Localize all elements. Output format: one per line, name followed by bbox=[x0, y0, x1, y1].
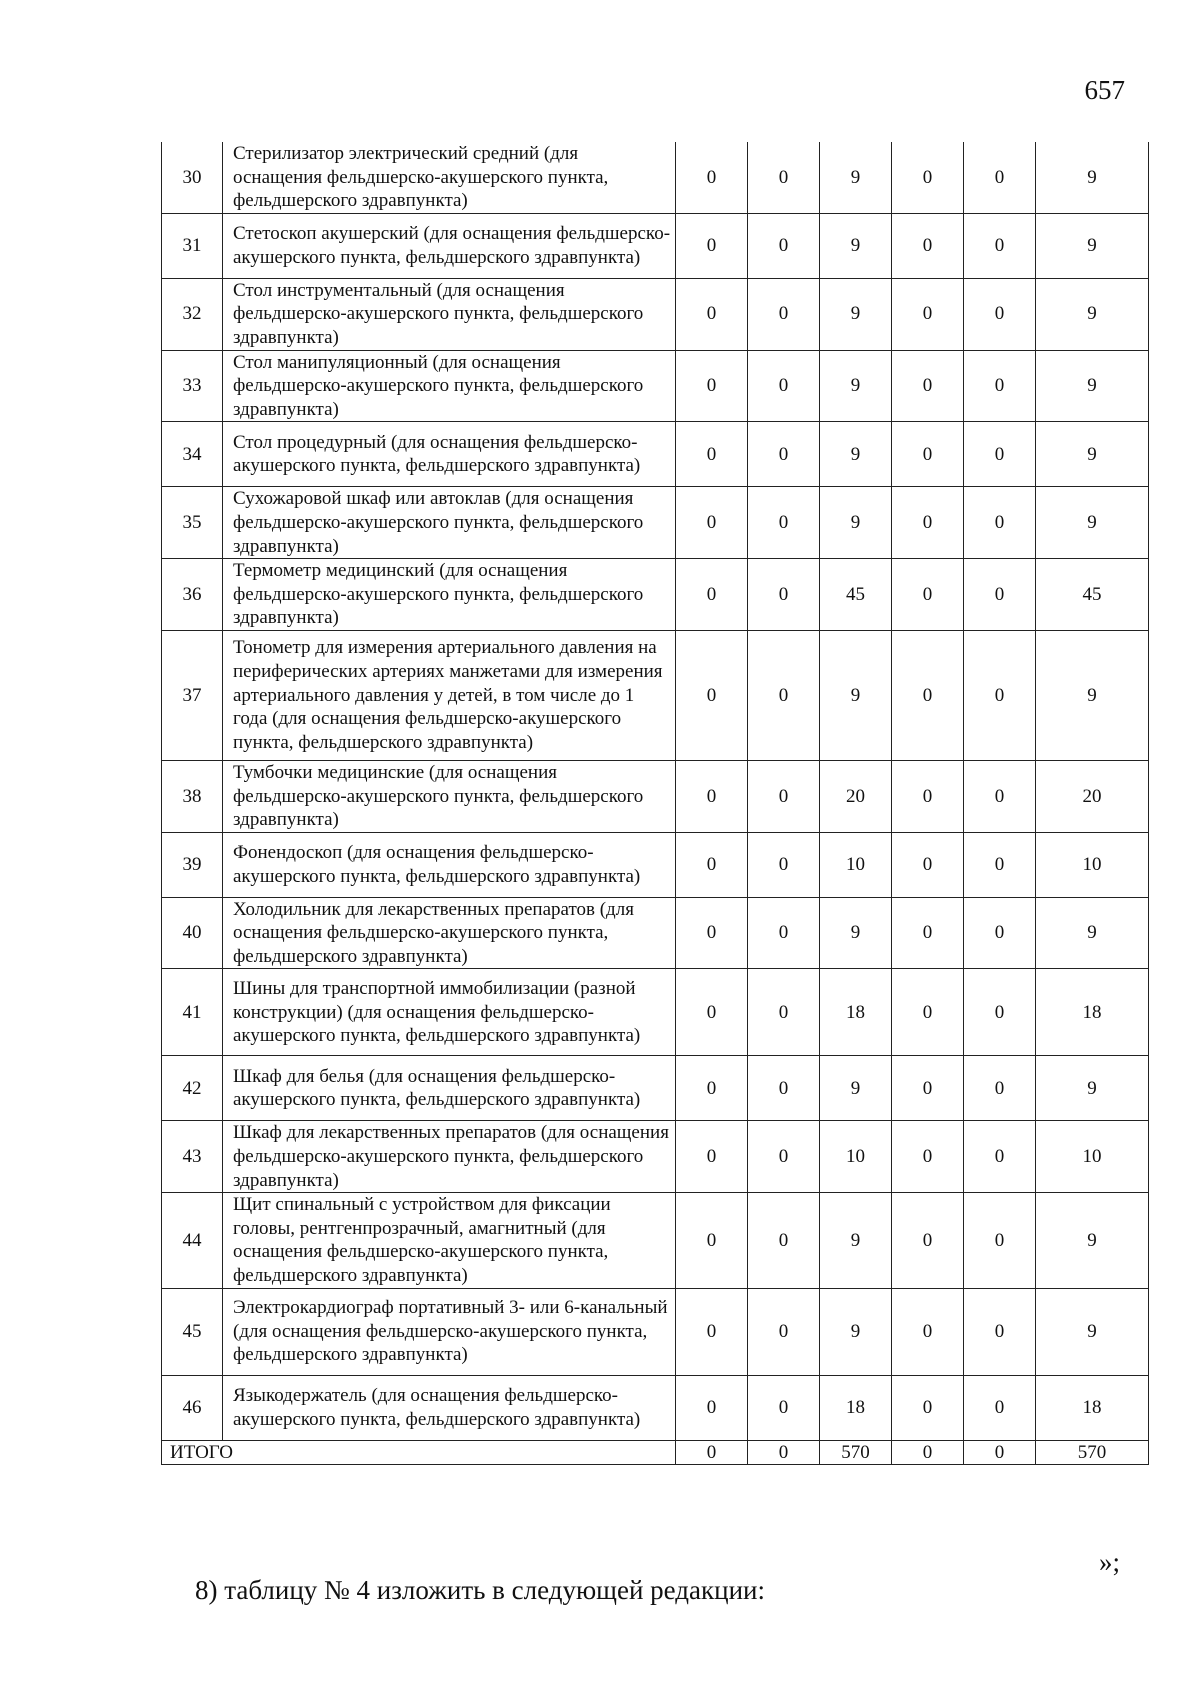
row-number: 38 bbox=[162, 760, 223, 832]
quantity-value: 0 bbox=[892, 559, 964, 631]
quantity-value: 0 bbox=[892, 1375, 964, 1440]
quantity-value: 18 bbox=[820, 1375, 892, 1440]
total-value: 0 bbox=[748, 1440, 820, 1465]
quantity-value: 0 bbox=[964, 897, 1036, 969]
total-value: 0 bbox=[964, 1440, 1036, 1465]
equipment-name: Стол инструментальный (для оснащения фельдшерско-акушерского пункта, фельдшерского здравпункта) bbox=[223, 278, 676, 350]
quantity-value: 0 bbox=[748, 1056, 820, 1121]
quantity-value: 0 bbox=[748, 559, 820, 631]
equipment-name: Шины для транспортной иммобилизации (разной конструкции) (для оснащения фельдшерско-акушерского пункта, фельдшерского здравпункта) bbox=[223, 969, 676, 1056]
table-row bbox=[162, 1375, 1149, 1440]
quantity-value: 9 bbox=[820, 630, 892, 760]
row-total-value: 9 bbox=[1036, 278, 1149, 350]
equipment-name: Электрокардиограф портативный 3- или 6-канальный (для оснащения фельдшерско-акушерского пункта, фельдшерского здравпункта) bbox=[223, 1288, 676, 1375]
row-total-value: 9 bbox=[1036, 213, 1149, 278]
table-row bbox=[162, 897, 1149, 969]
quantity-value: 0 bbox=[748, 142, 820, 213]
table-row bbox=[162, 278, 1149, 350]
table-row bbox=[162, 1056, 1149, 1121]
total-value: 0 bbox=[676, 1440, 748, 1465]
quantity-value: 0 bbox=[676, 1375, 748, 1440]
row-number: 31 bbox=[162, 213, 223, 278]
row-number: 44 bbox=[162, 1193, 223, 1288]
quantity-value: 0 bbox=[892, 832, 964, 897]
row-number: 37 bbox=[162, 630, 223, 760]
quantity-value: 18 bbox=[820, 969, 892, 1056]
row-number: 33 bbox=[162, 350, 223, 422]
table-row bbox=[162, 1288, 1149, 1375]
quantity-value: 0 bbox=[676, 422, 748, 487]
quantity-value: 0 bbox=[964, 1056, 1036, 1121]
quantity-value: 0 bbox=[748, 832, 820, 897]
table-row bbox=[162, 1121, 1149, 1193]
quantity-value: 0 bbox=[676, 832, 748, 897]
row-total-value: 9 bbox=[1036, 1193, 1149, 1288]
equipment-name: Стетоскоп акушерский (для оснащения фельдшерско-акушерского пункта, фельдшерского здравпункта) bbox=[223, 213, 676, 278]
quantity-value: 0 bbox=[964, 487, 1036, 559]
quantity-value: 45 bbox=[820, 559, 892, 631]
quantity-value: 0 bbox=[892, 969, 964, 1056]
quantity-value: 0 bbox=[748, 278, 820, 350]
row-total-value: 18 bbox=[1036, 1375, 1149, 1440]
quantity-value: 0 bbox=[964, 422, 1036, 487]
row-number: 35 bbox=[162, 487, 223, 559]
table-row bbox=[162, 487, 1149, 559]
total-value: 0 bbox=[892, 1440, 964, 1465]
quantity-value: 0 bbox=[676, 213, 748, 278]
row-number: 32 bbox=[162, 278, 223, 350]
row-total-value: 20 bbox=[1036, 760, 1149, 832]
equipment-name: Щит спинальный с устройством для фиксации головы, рентгенпрозрачный, амагнитный (для оснащения фельдшерско-акушерского пункта, фельдшерского здравпункта) bbox=[223, 1193, 676, 1288]
quantity-value: 9 bbox=[820, 350, 892, 422]
quantity-value: 0 bbox=[892, 422, 964, 487]
row-number: 41 bbox=[162, 969, 223, 1056]
quantity-value: 0 bbox=[676, 278, 748, 350]
quantity-value: 0 bbox=[748, 630, 820, 760]
quantity-value: 0 bbox=[964, 278, 1036, 350]
row-number: 42 bbox=[162, 1056, 223, 1121]
equipment-name: Тонометр для измерения артериального давления на периферических артериях манжетами для измерения артериального давления у детей, в том числе до 1 года (для оснащения фельдшерско-акушерского пункта, фельдшерского здравпункта) bbox=[223, 630, 676, 760]
row-total-value: 9 bbox=[1036, 487, 1149, 559]
row-number: 39 bbox=[162, 832, 223, 897]
page-number: 657 bbox=[1084, 75, 1125, 105]
equipment-name: Шкаф для лекарственных препаратов (для оснащения фельдшерско-акушерского пункта, фельдшерского здравпункта) bbox=[223, 1121, 676, 1193]
quantity-value: 0 bbox=[892, 1121, 964, 1193]
equipment-name: Сухожаровой шкаф или автоклав (для оснащения фельдшерско-акушерского пункта, фельдшерского здравпункта) bbox=[223, 487, 676, 559]
quantity-value: 9 bbox=[820, 142, 892, 213]
row-number: 45 bbox=[162, 1288, 223, 1375]
table-row bbox=[162, 350, 1149, 422]
quantity-value: 0 bbox=[892, 760, 964, 832]
row-number: 43 bbox=[162, 1121, 223, 1193]
row-total-value: 18 bbox=[1036, 969, 1149, 1056]
table-row bbox=[162, 630, 1149, 760]
quantity-value: 9 bbox=[820, 278, 892, 350]
quantity-value: 9 bbox=[820, 1288, 892, 1375]
quantity-value: 10 bbox=[820, 832, 892, 897]
quantity-value: 0 bbox=[676, 559, 748, 631]
quantity-value: 0 bbox=[892, 142, 964, 213]
quantity-value: 0 bbox=[964, 559, 1036, 631]
quantity-value: 10 bbox=[820, 1121, 892, 1193]
equipment-name: Холодильник для лекарственных препаратов (для оснащения фельдшерско-акушерского пункта, фельдшерского здравпункта) bbox=[223, 897, 676, 969]
equipment-name: Тумбочки медицинские (для оснащения фельдшерско-акушерского пункта, фельдшерского здравпункта) bbox=[223, 760, 676, 832]
row-total-value: 9 bbox=[1036, 1056, 1149, 1121]
quantity-value: 0 bbox=[748, 1121, 820, 1193]
equipment-name: Стол манипуляционный (для оснащения фельдшерско-акушерского пункта, фельдшерского здравпункта) bbox=[223, 350, 676, 422]
table-row bbox=[162, 422, 1149, 487]
quantity-value: 0 bbox=[676, 142, 748, 213]
table-row bbox=[162, 832, 1149, 897]
quantity-value: 9 bbox=[820, 897, 892, 969]
quantity-value: 0 bbox=[892, 630, 964, 760]
quantity-value: 0 bbox=[676, 1121, 748, 1193]
quantity-value: 0 bbox=[892, 278, 964, 350]
row-total-value: 9 bbox=[1036, 350, 1149, 422]
quantity-value: 0 bbox=[676, 630, 748, 760]
quantity-value: 0 bbox=[748, 1375, 820, 1440]
quantity-value: 0 bbox=[748, 1288, 820, 1375]
quantity-value: 0 bbox=[892, 897, 964, 969]
quantity-value: 20 bbox=[820, 760, 892, 832]
row-total-value: 9 bbox=[1036, 142, 1149, 213]
quantity-value: 0 bbox=[892, 1288, 964, 1375]
equipment-name: Языкодержатель (для оснащения фельдшерско-акушерского пункта, фельдшерского здравпункта) bbox=[223, 1375, 676, 1440]
equipment-name: Шкаф для белья (для оснащения фельдшерско-акушерского пункта, фельдшерского здравпункта) bbox=[223, 1056, 676, 1121]
quantity-value: 0 bbox=[676, 487, 748, 559]
row-number: 46 bbox=[162, 1375, 223, 1440]
total-row bbox=[162, 1440, 1149, 1465]
quantity-value: 0 bbox=[676, 897, 748, 969]
quantity-value: 0 bbox=[964, 1193, 1036, 1288]
quantity-value: 0 bbox=[748, 969, 820, 1056]
quantity-value: 0 bbox=[892, 213, 964, 278]
equipment-table bbox=[161, 142, 1149, 1465]
quantity-value: 0 bbox=[892, 1056, 964, 1121]
instruction-text: 8) таблицу № 4 изложить в следующей редакции: bbox=[195, 1575, 765, 1605]
quantity-value: 0 bbox=[964, 1288, 1036, 1375]
table-row bbox=[162, 559, 1149, 631]
equipment-name: Стол процедурный (для оснащения фельдшерско-акушерского пункта, фельдшерского здравпункта) bbox=[223, 422, 676, 487]
quantity-value: 0 bbox=[748, 1193, 820, 1288]
quantity-value: 0 bbox=[676, 350, 748, 422]
equipment-table-body bbox=[162, 142, 1149, 1465]
equipment-name: Фонендоскоп (для оснащения фельдшерско-акушерского пункта, фельдшерского здравпункта) bbox=[223, 832, 676, 897]
quantity-value: 0 bbox=[964, 142, 1036, 213]
quantity-value: 9 bbox=[820, 487, 892, 559]
row-number: 30 bbox=[162, 142, 223, 213]
quantity-value: 0 bbox=[964, 1121, 1036, 1193]
row-total-value: 9 bbox=[1036, 630, 1149, 760]
table-row bbox=[162, 213, 1149, 278]
row-total-value: 45 bbox=[1036, 559, 1149, 631]
row-number: 34 bbox=[162, 422, 223, 487]
quantity-value: 0 bbox=[964, 1375, 1036, 1440]
quantity-value: 0 bbox=[748, 422, 820, 487]
quantity-value: 0 bbox=[964, 350, 1036, 422]
quantity-value: 0 bbox=[964, 630, 1036, 760]
quantity-value: 9 bbox=[820, 422, 892, 487]
quantity-value: 0 bbox=[748, 897, 820, 969]
quantity-value: 9 bbox=[820, 213, 892, 278]
row-total-value: 9 bbox=[1036, 1288, 1149, 1375]
quantity-value: 0 bbox=[676, 760, 748, 832]
row-total-value: 9 bbox=[1036, 897, 1149, 969]
equipment-name: Стерилизатор электрический средний (для оснащения фельдшерско-акушерского пункта, фельдшерского здравпункта) bbox=[223, 142, 676, 213]
quantity-value: 9 bbox=[820, 1056, 892, 1121]
quantity-value: 0 bbox=[676, 1288, 748, 1375]
quantity-value: 0 bbox=[748, 487, 820, 559]
equipment-name: Термометр медицинский (для оснащения фельдшерско-акушерского пункта, фельдшерского здравпункта) bbox=[223, 559, 676, 631]
row-number: 36 bbox=[162, 559, 223, 631]
table-row bbox=[162, 142, 1149, 213]
table-row bbox=[162, 760, 1149, 832]
row-total-value: 10 bbox=[1036, 1121, 1149, 1193]
quantity-value: 0 bbox=[676, 1056, 748, 1121]
quantity-value: 0 bbox=[748, 760, 820, 832]
quantity-value: 0 bbox=[892, 350, 964, 422]
quantity-value: 0 bbox=[892, 1193, 964, 1288]
quantity-value: 0 bbox=[964, 969, 1036, 1056]
quantity-value: 0 bbox=[676, 1193, 748, 1288]
table-row bbox=[162, 969, 1149, 1056]
table-row bbox=[162, 1193, 1149, 1288]
closing-quote: »; bbox=[1098, 1547, 1120, 1577]
row-total-value: 9 bbox=[1036, 422, 1149, 487]
quantity-value: 0 bbox=[676, 969, 748, 1056]
quantity-value: 0 bbox=[748, 213, 820, 278]
total-value: 570 bbox=[820, 1440, 892, 1465]
quantity-value: 0 bbox=[964, 832, 1036, 897]
quantity-value: 0 bbox=[892, 487, 964, 559]
quantity-value: 9 bbox=[820, 1193, 892, 1288]
total-value: 570 bbox=[1036, 1440, 1149, 1465]
total-label: ИТОГО bbox=[162, 1440, 676, 1465]
quantity-value: 0 bbox=[748, 350, 820, 422]
quantity-value: 0 bbox=[964, 760, 1036, 832]
quantity-value: 0 bbox=[964, 213, 1036, 278]
row-total-value: 10 bbox=[1036, 832, 1149, 897]
row-number: 40 bbox=[162, 897, 223, 969]
